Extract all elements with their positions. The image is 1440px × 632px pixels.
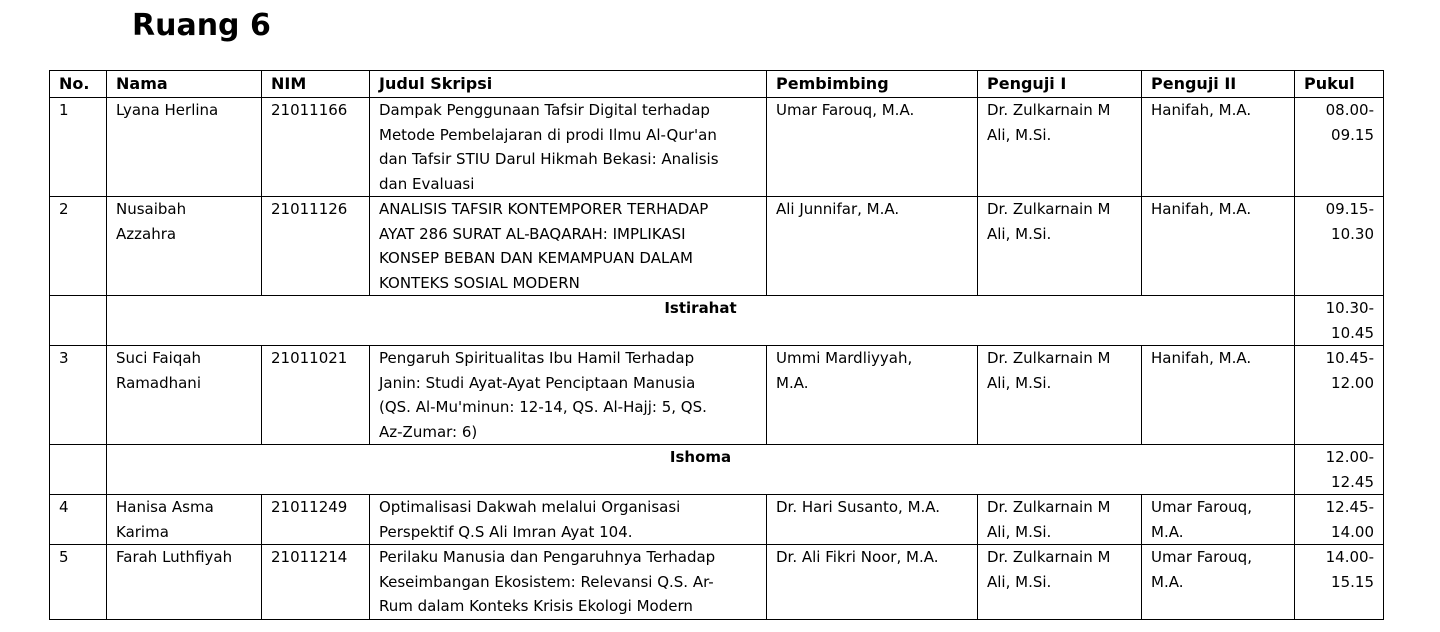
cell-nim: 21011214 [262,545,370,620]
cell-judul: Optimalisasi Dakwah melalui Organisasi Perspektif Q.S Ali Imran Ayat 104. [379,498,681,541]
cell-pukul: 12.45- 14.00 [1325,498,1374,541]
cell-penguji1: Dr. Zulkarnain M Ali, M.Si. [987,200,1111,243]
cell-pukul: 09.15- 10.30 [1325,200,1374,243]
cell-no: 3 [50,346,107,445]
cell-pembimbing: Dr. Hari Susanto, M.A. [776,498,941,516]
column-header-nim: NIM [262,71,370,98]
column-header-no: No. [50,71,107,98]
column-header-penguji2: Penguji II [1142,71,1295,98]
cell-pukul: 14.00- 15.15 [1325,548,1374,591]
cell-no: 2 [50,197,107,296]
table-row [50,197,1384,296]
cell-penguji2: Umar Farouq, M.A. [1151,548,1252,591]
cell-judul: Dampak Penggunaan Tafsir Digital terhadap Metode Pembelajaran di prodi Ilmu Al-Qur'an dan Tafsir STIU Darul Hikmah Bekasi: Analisis dan Evaluasi [379,101,719,193]
cell-penguji2: Hanifah, M.A. [1151,101,1252,119]
cell-penguji1: Dr. Zulkarnain M Ali, M.Si. [987,349,1111,392]
cell-no: 1 [50,98,107,197]
cell-nama: Farah Luthfiyah [116,548,233,566]
cell-penguji2: Hanifah, M.A. [1151,349,1252,367]
cell-nama: Lyana Herlina [116,101,219,119]
table-row [50,545,1384,620]
cell-judul: Pengaruh Spiritualitas Ibu Hamil Terhadap Janin: Studi Ayat-Ayat Penciptaan Manusia (QS. Al-Mu'minun: 12-14, QS. Al-Hajj: 5, QS. Az-Zumar: 6) [379,349,707,441]
cell-pukul: 10.45- 12.00 [1325,349,1374,392]
cell-nim: 21011166 [262,98,370,197]
column-header-nama: Nama [107,71,262,98]
column-header-pukul: Pukul [1295,71,1384,98]
cell-no: 4 [50,495,107,545]
break-row [50,296,1384,346]
cell-penguji1: Dr. Zulkarnain M Ali, M.Si. [987,498,1111,541]
break-label: Ishoma [107,445,1295,495]
cell-pembimbing: Ali Junnifar, M.A. [776,200,900,218]
column-header-judul: Judul Skripsi [370,71,767,98]
table-row [50,346,1384,445]
cell-pembimbing: Dr. Ali Fikri Noor, M.A. [776,548,939,566]
cell-penguji2: Hanifah, M.A. [1151,200,1252,218]
cell-judul: ANALISIS TAFSIR KONTEMPORER TERHADAP AYAT 286 SURAT AL-BAQARAH: IMPLIKASI KONSEP BEBAN DAN KEMAMPUAN DALAM KONTEKS SOSIAL MODERN [379,200,709,292]
cell-pukul: 10.30- 10.45 [1325,299,1374,342]
table-header-row [50,71,1384,98]
column-header-pembimbing: Pembimbing [767,71,978,98]
cell-nama: Hanisa Asma Karima [116,498,214,541]
break-row [50,445,1384,495]
cell-nim: 21011021 [262,346,370,445]
column-header-penguji1: Penguji I [978,71,1142,98]
cell-nama: Suci Faiqah Ramadhani [116,349,202,392]
cell-penguji1: Dr. Zulkarnain M Ali, M.Si. [987,101,1111,144]
cell-nim: 21011249 [262,495,370,545]
cell-penguji1: Dr. Zulkarnain M Ali, M.Si. [987,548,1111,591]
cell-no: 5 [50,545,107,620]
cell-pukul: 08.00- 09.15 [1325,101,1374,144]
table-row [50,495,1384,545]
break-label: Istirahat [107,296,1295,346]
cell-judul: Perilaku Manusia dan Pengaruhnya Terhadap Keseimbangan Ekosistem: Relevansi Q.S. Ar- Rum dalam Konteks Krisis Ekologi Modern [379,548,716,615]
cell-pembimbing: Ummi Mardliyyah, M.A. [776,349,913,392]
page-title: Ruang 6 [132,8,271,43]
cell-nama: Nusaibah Azzahra [116,200,187,243]
table-row [50,98,1384,197]
cell-penguji2: Umar Farouq, M.A. [1151,498,1252,541]
cell-pembimbing: Umar Farouq, M.A. [776,101,915,119]
cell-nim: 21011126 [262,197,370,296]
cell-pukul: 12.00- 12.45 [1325,448,1374,491]
schedule-table [49,70,1384,620]
